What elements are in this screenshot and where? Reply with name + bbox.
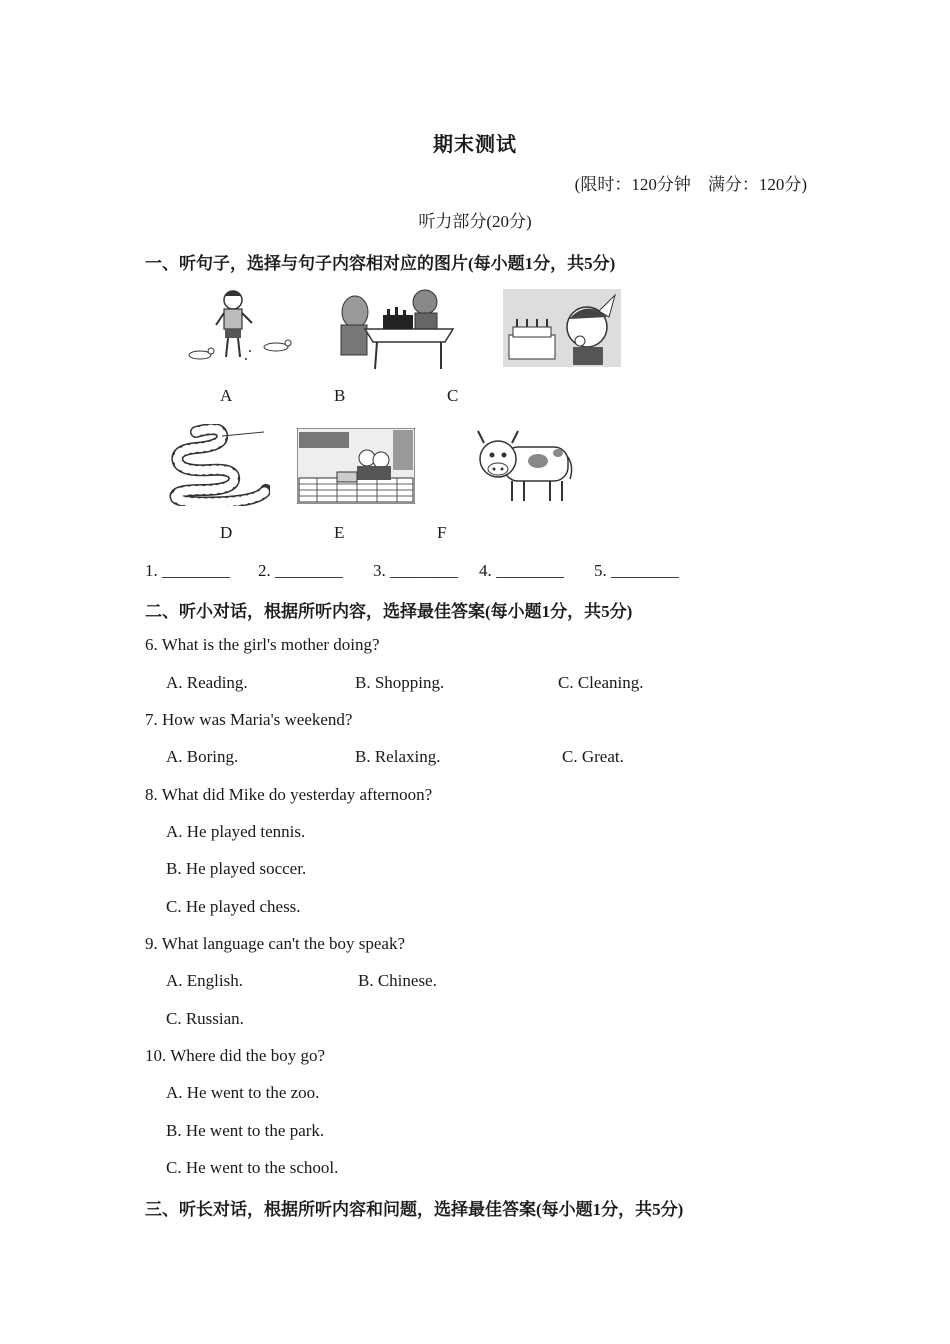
picture-label-b: B xyxy=(334,386,346,405)
birthday-cake-wish-icon xyxy=(503,289,621,367)
answer-blank-1[interactable]: 1. ________ xyxy=(145,561,230,580)
section2-heading: 二、听小对话，根据所听内容，选择最佳答案(每小题1分，共5分) xyxy=(145,602,633,621)
q8-option-b[interactable]: B. He played soccer. xyxy=(166,859,307,878)
question-9: 9. What language can't the boy speak? xyxy=(145,934,406,953)
page-title: 期末测试 xyxy=(433,134,517,156)
question-10: 10. Where did the boy go? xyxy=(145,1046,326,1065)
q9-option-c[interactable]: C. Russian. xyxy=(166,1009,244,1028)
section3-heading: 三、听长对话，根据所听内容和问题，选择最佳答案(每小题1分，共5分) xyxy=(145,1200,684,1219)
q10-option-c[interactable]: C. He went to the school. xyxy=(166,1158,339,1177)
q10-option-a[interactable]: A. He went to the zoo. xyxy=(166,1083,320,1102)
q6-option-c[interactable]: C. Cleaning. xyxy=(558,673,644,692)
picture-label-a: A xyxy=(220,386,233,405)
picture-label-c: C xyxy=(447,386,459,405)
picture-a xyxy=(180,287,300,367)
snake-icon xyxy=(166,424,270,506)
answer-blank-2[interactable]: 2. ________ xyxy=(258,561,343,580)
q10-option-b[interactable]: B. He went to the park. xyxy=(166,1121,325,1140)
exam-meta: (限时：120分钟 满分：120分) xyxy=(574,175,807,194)
answer-blank-4[interactable]: 4. ________ xyxy=(479,561,564,580)
q7-option-a[interactable]: A. Boring. xyxy=(166,747,239,766)
answer-blank-5[interactable]: 5. ________ xyxy=(594,561,679,580)
answer-blank-3[interactable]: 3. ________ xyxy=(373,561,458,580)
picture-c xyxy=(503,289,621,367)
people-playing-chess-icon xyxy=(335,287,455,372)
cow-icon xyxy=(470,427,575,505)
q6-option-b[interactable]: B. Shopping. xyxy=(355,673,445,692)
section1-heading: 一、听句子，选择与句子内容相对应的图片(每小题1分，共5分) xyxy=(145,254,616,273)
q7-option-b[interactable]: B. Relaxing. xyxy=(355,747,441,766)
picture-e xyxy=(297,428,415,504)
kids-reading-icon xyxy=(297,428,415,504)
q8-option-a[interactable]: A. He played tennis. xyxy=(166,822,306,841)
picture-d xyxy=(166,424,270,506)
q9-option-b[interactable]: B. Chinese. xyxy=(358,971,437,990)
picture-f xyxy=(470,427,575,505)
question-7: 7. How was Maria's weekend? xyxy=(145,710,353,729)
picture-label-f: F xyxy=(437,523,447,542)
q9-option-a[interactable]: A. English. xyxy=(166,971,243,990)
q6-option-a[interactable]: A. Reading. xyxy=(166,673,248,692)
question-8: 8. What did Mike do yesterday afternoon? xyxy=(145,785,433,804)
question-6: 6. What is the girl's mother doing? xyxy=(145,635,380,654)
picture-label-d: D xyxy=(220,523,233,542)
q7-option-c[interactable]: C. Great. xyxy=(562,747,624,766)
q8-option-c[interactable]: C. He played chess. xyxy=(166,897,301,916)
picture-b xyxy=(335,287,455,372)
boy-feeding-chickens-icon xyxy=(180,287,300,367)
part-title: 听力部分(20分) xyxy=(418,212,532,231)
picture-label-e: E xyxy=(334,523,345,542)
